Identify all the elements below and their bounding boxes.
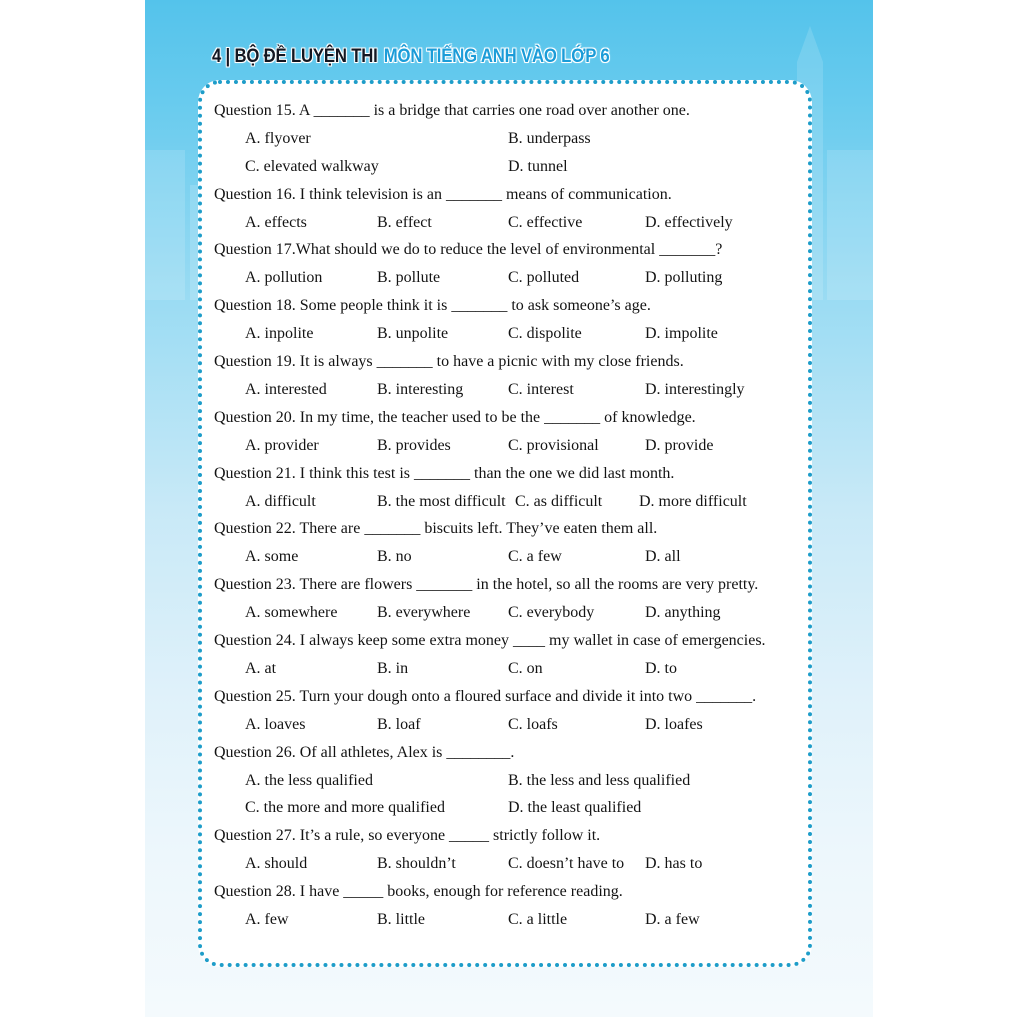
option: B. everywhere bbox=[377, 604, 471, 622]
option: D. anything bbox=[645, 604, 721, 622]
option: D. to bbox=[645, 659, 677, 677]
option: D. polluting bbox=[645, 269, 723, 287]
options-row bbox=[214, 488, 804, 516]
question-text: Question 25. Turn your dough onto a floured surface and divide it into two _______. bbox=[214, 687, 757, 705]
page-number: 4 bbox=[212, 46, 222, 67]
option: B. no bbox=[377, 548, 412, 566]
options-row bbox=[214, 794, 804, 822]
page-header bbox=[212, 46, 610, 68]
question-block bbox=[214, 348, 804, 404]
options-row bbox=[214, 376, 804, 404]
options-row bbox=[214, 153, 804, 181]
option: B. in bbox=[377, 659, 409, 677]
question-block bbox=[214, 739, 804, 823]
options-row bbox=[214, 543, 804, 571]
option: A. some bbox=[245, 548, 299, 566]
question-block bbox=[214, 822, 804, 878]
option: A. inpolite bbox=[245, 325, 314, 343]
option: B. the less and less qualified bbox=[508, 771, 691, 789]
question-block bbox=[214, 627, 804, 683]
question-text: Question 22. There are _______ biscuits left. They’ve eaten them all. bbox=[214, 520, 658, 538]
options-row bbox=[214, 209, 804, 237]
question-block bbox=[214, 878, 804, 934]
option: A. should bbox=[245, 855, 308, 873]
option: D. effectively bbox=[645, 213, 733, 231]
option: B. little bbox=[377, 911, 425, 929]
question-block bbox=[214, 292, 804, 348]
question-block bbox=[214, 404, 804, 460]
option: D. loafes bbox=[645, 715, 703, 733]
option: B. shouldn’t bbox=[377, 855, 456, 873]
options-row bbox=[214, 125, 804, 153]
option: A. flyover bbox=[245, 129, 311, 147]
options-row bbox=[214, 320, 804, 348]
option: B. unpolite bbox=[377, 325, 449, 343]
option: C. polluted bbox=[508, 269, 580, 287]
option: B. underpass bbox=[508, 129, 591, 147]
question-block bbox=[214, 683, 804, 739]
option: D. more difficult bbox=[639, 492, 747, 510]
option: C. as difficult bbox=[515, 492, 603, 510]
option: A. few bbox=[245, 911, 289, 929]
option: D. provide bbox=[645, 436, 714, 454]
option: B. effect bbox=[377, 213, 432, 231]
options-row bbox=[214, 711, 804, 739]
question-text: Question 18. Some people think it is _______ to ask someone’s age. bbox=[214, 297, 651, 315]
question-text: Question 28. I have _____ books, enough for reference reading. bbox=[214, 883, 623, 901]
question-text: Question 26. Of all athletes, Alex is ________. bbox=[214, 743, 515, 761]
question-text: Question 20. In my time, the teacher used to be the _______ of knowledge. bbox=[214, 408, 696, 426]
question-text: Question 19. It is always _______ to have a picnic with my close friends. bbox=[214, 353, 684, 371]
option: C. everybody bbox=[508, 604, 595, 622]
option: C. loafs bbox=[508, 715, 558, 733]
option: B. pollute bbox=[377, 269, 441, 287]
option: C. on bbox=[508, 659, 543, 677]
question-text: Question 24. I always keep some extra money ____ my wallet in case of emergencies. bbox=[214, 632, 766, 650]
question-text: Question 27. It’s a rule, so everyone _____ strictly follow it. bbox=[214, 827, 601, 845]
question-text: Question 16. I think television is an _______ means of communication. bbox=[214, 185, 672, 203]
question-block bbox=[214, 236, 804, 292]
option: C. a little bbox=[508, 911, 568, 929]
option: D. impolite bbox=[645, 325, 718, 343]
options-row bbox=[214, 432, 804, 460]
question-text: Question 17.What should we do to reduce the level of environmental _______? bbox=[214, 241, 723, 259]
option: C. the more and more qualified bbox=[245, 799, 445, 817]
option: D. interestingly bbox=[645, 380, 745, 398]
option: A. interested bbox=[245, 380, 327, 398]
question-block bbox=[214, 571, 804, 627]
option: B. interesting bbox=[377, 380, 464, 398]
question-block bbox=[214, 460, 804, 516]
option: D. all bbox=[645, 548, 681, 566]
book-series-title: BỘ ĐỀ LUYỆN THI bbox=[234, 46, 378, 67]
question-text: Question 15. A _______ is a bridge that carries one road over another one. bbox=[214, 102, 690, 119]
option: C. a few bbox=[508, 548, 562, 566]
options-row bbox=[214, 767, 804, 795]
quiz-box bbox=[198, 80, 812, 967]
option: A. difficult bbox=[245, 492, 316, 510]
options-row bbox=[214, 264, 804, 292]
subject-title: MÔN TIẾNG ANH VÀO LỚP 6 bbox=[383, 46, 610, 67]
question-text: Question 21. I think this test is _______ than the one we did last month. bbox=[214, 464, 675, 482]
option: C. dispolite bbox=[508, 325, 582, 343]
option: B. provides bbox=[377, 436, 451, 454]
option: D. has to bbox=[645, 855, 703, 873]
option: C. interest bbox=[508, 380, 574, 398]
questions-list bbox=[214, 97, 804, 934]
option: B. the most difficult bbox=[377, 492, 506, 510]
question-block bbox=[214, 97, 804, 181]
options-row bbox=[214, 599, 804, 627]
option: A. loaves bbox=[245, 715, 306, 733]
option: A. pollution bbox=[245, 269, 323, 287]
option: B. loaf bbox=[377, 715, 421, 733]
option: D. the least qualified bbox=[508, 799, 642, 817]
question-block bbox=[214, 515, 804, 571]
options-row bbox=[214, 655, 804, 683]
option: A. at bbox=[245, 659, 277, 677]
option: C. doesn’t have to bbox=[508, 855, 625, 873]
title-divider: | bbox=[225, 46, 231, 67]
options-row bbox=[214, 850, 804, 878]
option: C. elevated walkway bbox=[245, 157, 379, 175]
option: A. somewhere bbox=[245, 604, 338, 622]
options-row bbox=[214, 906, 804, 934]
option: A. the less qualified bbox=[245, 771, 373, 789]
question-block bbox=[214, 181, 804, 237]
option: D. a few bbox=[645, 911, 700, 929]
option: A. provider bbox=[245, 436, 319, 454]
option: C. effective bbox=[508, 213, 583, 231]
question-text: Question 23. There are flowers _______ in the hotel, so all the rooms are very pretty. bbox=[214, 576, 759, 594]
option: A. effects bbox=[245, 213, 307, 231]
option: C. provisional bbox=[508, 436, 599, 454]
option: D. tunnel bbox=[508, 157, 568, 175]
